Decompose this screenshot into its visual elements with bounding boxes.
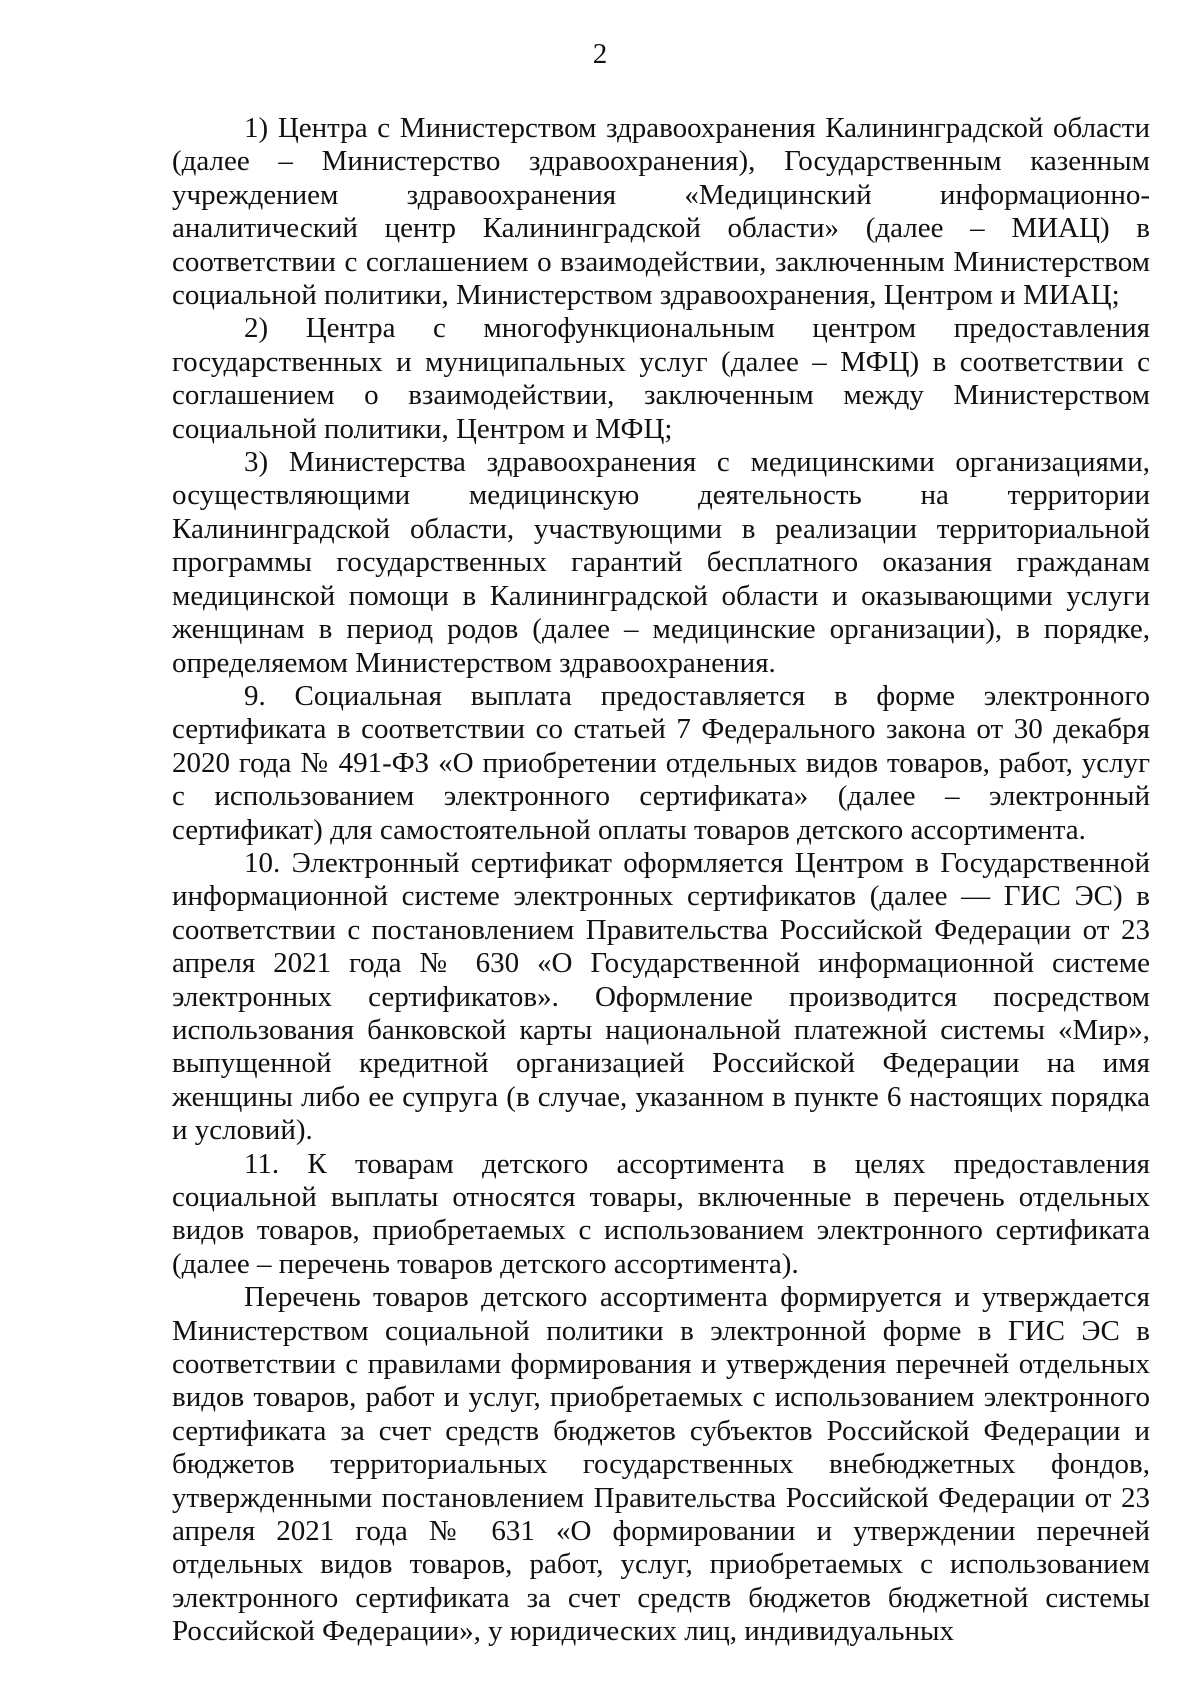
paragraph-item-10: 10. Электронный сертификат оформляется Центром в Государственной информационной системе электронных сертификатов (далее — ГИС ЭС) в соответствии с постановлением Правительства Российской Федерации от 23 апреля 2021 года № 630 «О Государственной информационной системе электронных сертификатов». Оформление производится посредством использования банковской карты национальной платежной системы «Мир», выпущенной кредитной организацией Российской Федерации на имя женщины либо ее супруга (в случае, указанном в пункте 6 настоящих порядка и условий). [172,846,1150,1147]
paragraph-item-11: 11. К товарам детского ассортимента в целях предоставления социальной выплаты относятся товары, включенные в перечень отдельных видов товаров, приобретаемых с использованием электронного сертификата (далее – перечень товаров детского ассортимента). [172,1147,1150,1280]
document-body [172,112,1150,1649]
paragraph-item-3: 3) Министерства здравоохранения с медицинскими организациями, осуществляющими медицинскую деятельность на территории Калининградской области, участвующими в реализации территориальной программы государственных гарантий бесплатного оказания гражданам медицинской помощи в Калининградской области и оказывающими услуги женщинам в период родов (далее – медицинские организации), в порядке, определяемом Министерством здравоохранения. [172,446,1150,679]
paragraph-item-2: 2) Центра с многофункциональным центром предоставления государственных и муниципальных услуг (далее – МФЦ) в соответствии с соглашением о взаимодействии, заключенным между Министерством социальной политики, Центром и МФЦ; [172,312,1150,445]
paragraph-item-1: 1) Центра с Министерством здравоохранения Калининградской области (далее – Министерство здравоохранения), Государственным казенным учреждением здравоохранения «Медицинский информационно-аналитический центр Калининградской области» (далее – МИАЦ) в соответствии с соглашением о взаимодействии, заключенным Министерством социальной политики, Министерством здравоохранения, Центром и МИАЦ; [172,112,1150,312]
page-number: 2 [592,38,608,70]
paragraph-goods-list: Перечень товаров детского ассортимента формируется и утверждается Министерством социальной политики в электронной форме в ГИС ЭС в соответствии с правилами формирования и утверждения перечней отдельных видов товаров, работ и услуг, приобретаемых с использованием электронного сертификата за счет средств бюджетов субъектов Российской Федерации и бюджетов территориальных государственных внебюджетных фондов, утвержденными постановлением Правительства Российской Федерации от 23 апреля 2021 года № 631 «О формировании и утверждении перечней отдельных видов товаров, работ, услуг, приобретаемых с использованием электронного сертификата за счет средств бюджетов бюджетной системы Российской Федерации», у юридических лиц, индивидуальных [172,1281,1150,1648]
paragraph-item-9: 9. Социальная выплата предоставляется в форме электронного сертификата в соответствии со статьей 7 Федерального закона от 30 декабря 2020 года № 491-ФЗ «О приобретении отдельных видов товаров, работ, услуг с использованием электронного сертификата» (далее – электронный сертификат) для самостоятельной оплаты товаров детского ассортимента. [172,679,1150,846]
